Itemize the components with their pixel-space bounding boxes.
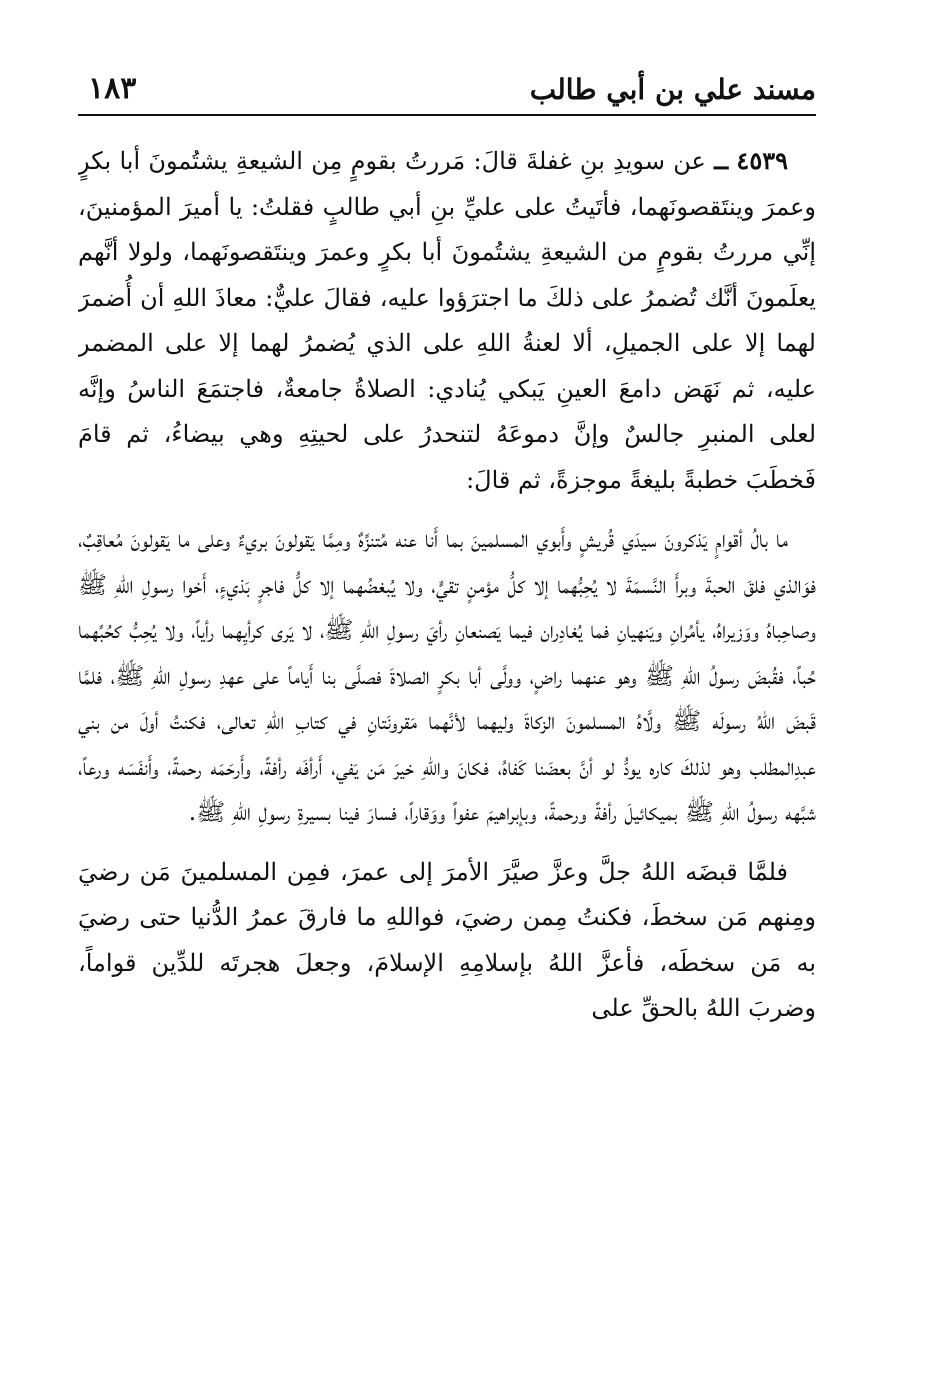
page-number: ١٨٣: [88, 71, 137, 106]
running-header: [78, 62, 816, 116]
hadith-separator: ــ: [714, 146, 729, 175]
sermon-paragraph: ما بالُ أقوامٍ يَذكرونَ سيدَي قُريشٍ وأَبوي المسلمينَ بما أَنا عنه مُتنزِّهٌ ومِمَّا يَقولونَ بريءٌ وعلى ما يَقولونَ مُعاقِبٌ، فوَالذي فلقَ الحبةَ وبرأَ النَّسمَةَ لا يُحِبُّهما إلا كلُّ مؤمنٍ تقيٍّ، ولا يُبغضُهما إلا كلُّ فاجرٍ بَذيءٍ، أَخوا رسولِ اللهِ ﷺ وصاحِباهُ ووَزيراهُ، يأمُرانِ ويَنهيانِ فما يُغادِران فيما يَصنعانِ رأيَ رسولِ اللهِ ﷺ، لا يَرى كرأيِهما رأياً، ولا يُحِبُّ كحُبِّهما حُباً، فقُبضَ رسولُ اللهِ ﷺ وهو عنهما راضٍ، وولَّى أبا بكرٍ الصلاةَ فصلَّى بنا أَياماً على عهدِ رسولِ اللهِ ﷺ، فلمَّا قَبضَ اللهُ رسولَه ﷺ ولَّاهُ المسلمونَ الزكاةَ وليهما لأنَّهما مَقرونَتانِ في كتابِ اللهِ تعالى، فكنتُ أولَ من بني عبدِالمطلب وهو لذلكَ كاره يودُّ لو أنَّ بعضَنا كَفاهُ، فكانَ واللهِ خيرَ مَن يَفي، أَرأفَه رأفةً، وأَرحَمَه رحمةً، وأَنفَسَه ورعاً، شبَّهه رسولُ اللهِ ﷺ بميكائيلَ رأفةً ورحمةً، وبإبراهيمَ عفواً ووَقاراً، فسارَ فينا بسيرةِ رسولِ اللهِ ﷺ.: [78, 525, 816, 826]
body-text: [78, 138, 816, 1032]
book-page: [78, 62, 816, 1352]
paragraph-text: عن سويدِ بنِ غفلةَ قالَ: مَررتُ بقومٍ مِن الشيعةِ يشتُمونَ أبا بكرٍ وعمرَ وينتَقصونَهما، فأتَيتُ على عليِّ بنِ أبي طالبٍ فقلتُ: يا أميرَ المؤمنينَ، إنِّي مررتُ بقومٍ من الشيعةِ يشتُمونَ أبا بكرٍ وعمرَ وينتَقصونَهما، ولولا أنَّهم يعلَمونَ أنَّك تُضمرُ على ذلكَ ما اجترَؤوا عليه، فقالَ عليٌّ: معاذَ اللهِ أن أُضمرَ لهما إلا على الجميلِ، ألا لعنةُ اللهِ على الذي يُضمرُ لهما إلا على المضمر عليه، ثم نَهَض دامعَ العينِ يَبكي يُنادي: الصلاةُ جامعةٌ، فاجتمَعَ الناسُ وإنَّه لعلى المنبرِ جالسٌ وإنَّ دموعَهُ لتنحدرُ على لحيتِهِ وهي بيضاءُ، ثم قامَ فَخطَبَ خطبةً بليغةً موجزةً، ثم قالَ:: [78, 147, 816, 494]
running-title: مسند علي بن أبي طالب: [529, 73, 816, 106]
closing-paragraph: فلمَّا قبضَه اللهُ جلَّ وعزَّ صيَّرَ الأمرَ إلى عمرَ، فمِن المسلمينَ مَن رضيَ ومِنهم مَن سخطَ، فكنتُ مِمن رضيَ، فواللهِ ما فارقَ عمرُ الدُّنيا حتى رضيَ به مَن سخطَه، فأعزَّ اللهُ بإسلامِهِ الإسلامَ، وجعلَ هجرتَه للدِّين قواماً، وضربَ اللهُ بالحقِّ على: [78, 857, 816, 1022]
hadith-opening-paragraph: [78, 138, 816, 503]
hadith-number: ٤٥٣٩: [736, 146, 788, 175]
